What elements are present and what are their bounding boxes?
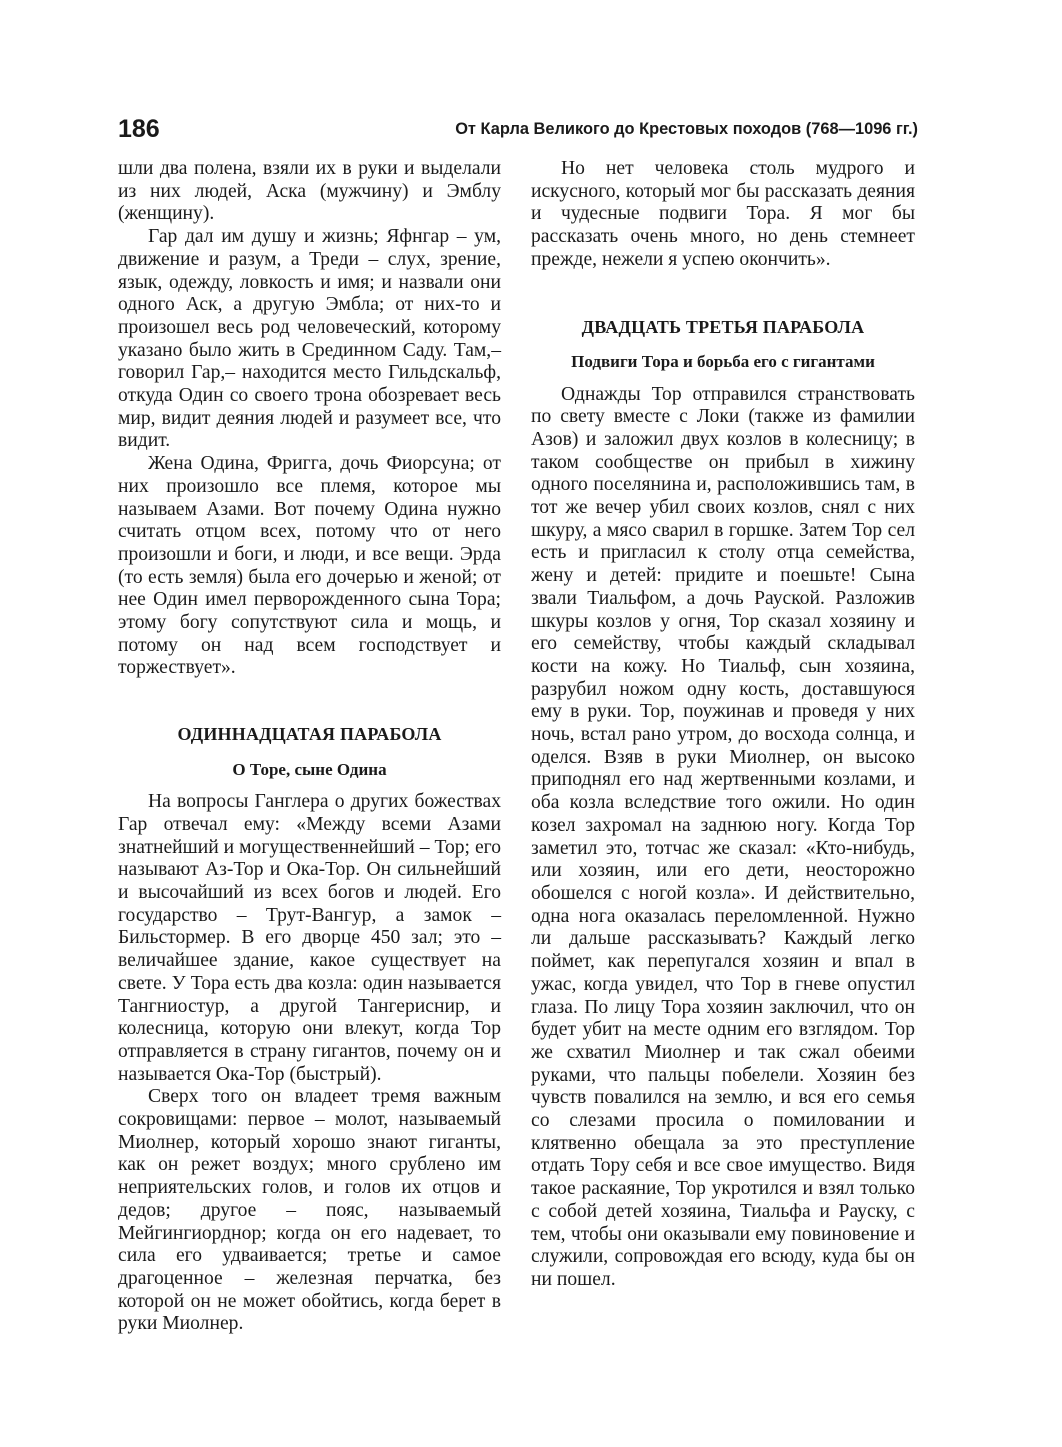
paragraph: шли два полена, взяли их в руки и выделали из них людей, Аска (мужчину) и Эмблу (женщину). (118, 158, 501, 225)
running-title: От Карла Великого до Крестовых походов (768—1096 гг.) (455, 120, 918, 138)
paragraph: Но нет человека столь мудрого и искусного, который мог бы рассказать деяния и чудесные подвиги Тора. Я мог бы рассказать очень много, но день стемнеет прежде, нежели я успею окончить». (531, 158, 915, 270)
paragraph: Жена Одина, Фригга, дочь Фиорсуна; от них произошло все племя, которое мы называем Азами. Вот почему Одина нужно считать отцом всех, потому что от него произошли и боги, и люди, и все вещи. Эрда (то есть земля) была его дочерью и женой; от нее Один имел перворожденного сына Тора; этому богу сопутствуют сила и мощь, и потому он над всем господствует и торжествует». (118, 453, 501, 679)
paragraph: Однажды Тор отправился странствовать по свету вместе с Локи (также из фамилии Азов) и заложил двух козлов в колесницу; в таком сообществе он прибыл в хижину одного поселянина и, расположившись там, в тот же вечер убил своих козлов, снял с них шкуру, а мясо сварил в горшке. Затем Тор сел есть и пригласил к столу отца семейства, жену и детей: придите и поешьте! Сына звали Тиальфом, а дочь Рауской. Разложив шкуры козлов у огня, Тор сказал хозяину и его семейству, чтобы каждый складывал кости на кожу. Но Тиальф, сын хозяина, разрубил ножом одну кость, доставшуюся ему в руки. Тор, поужинав и проведя у них ночь, встал рано утром, до восхода солнца, и оделся. Взяв в руки Миолнер, он высоко приподнял его над жертвенными козлами, и оба козла вследствие того ожили. Но один козел захромал на заднюю ногу. Когда Тор заметил это, тотчас же сказал: «Кто-нибудь, или хозяин, или его дети, неосторожно обошелся с ногой козла». И действительно, одна нога оказалась переломленной. Нужно ли дальше рассказывать? Каждый легко поймет, как перепугался хозяин и впал в ужас, когда увидел, что Тор в гневе опустил глаза. По лицу Тора хозяин заключил, что он будет убит на месте одним его взглядом. Тор же схватил Миолнер и так сжал обеими руками, что пальцы побелели. Хозяин без чувств повалился на землю, и вся его семья со слезами просила о помиловании и клятвенно обещала за это преступление отдать Тору себя и все свое имущество. Видя такое раскаяние, Тор укротился и взял только с собой детей хозяина, Тиальфа и Рауску, с тем, чтобы они оказывали ему повиновение и служили, сопровождая его всюду, куда бы он ни пошел. (531, 383, 915, 1290)
paragraph: На вопросы Ганглера о других божествах Гар отвечал ему: «Между всеми Азами знатнейший и могущественнейший – Тор; его называют Аз-Тор и Ока-Тор. Он сильнейший и высочайший из всех богов и людей. Его государство – Трут-Вангур, а замок – Бильстормер. В его дворце 450 зал; это – величайшее здание, какое существует на свете. У Тора есть два козла: один называется Тангниостур, а другой Тангериснир, и колесница, которую они влекут, когда Тор отправляется в страну гигантов, почему он и называется Ока-Тор (быстрый). (118, 791, 501, 1085)
section-subtitle: О Торе, сыне Одина (232, 760, 387, 780)
paragraph: Сверх того он владеет тремя важным сокровищами: первое – молот, называемый Миолнер, который хорошо знают гиганты, как он режет воздух; много срублено им неприятельских голов, и голов их отцов и дедов; другое – пояс, называемый Мейгингиорднор; когда он его надевает, то сила его удваивается; третье и самое драгоценное – железная перчатка, без которой он не может обойтись, когда берет в руки Миолнер. (118, 1086, 501, 1335)
page-number: 186 (118, 115, 160, 143)
left-column (118, 158, 501, 1336)
section-title: ОДИННАДЦАТАЯ ПАРАБОЛА (177, 724, 442, 745)
page-header (118, 114, 918, 146)
paragraph: Гар дал им душу и жизнь; Яфнгар – ум, движение и разум, а Треди – слух, зрение, язык, одежду, ловкость и имя; и назвали они одного Аск, а другую Эмбла; от них-то и произошел весь род человеческий, которому указано было жить в Срединном Саду. Там,– говорил Гар,– находится место Гильдскальф, откуда Один со своего трона обозревает весь мир, видит деяния людей и разумеет все, что видит. (118, 226, 501, 452)
section-title: ДВАДЦАТЬ ТРЕТЬЯ ПАРАБОЛА (581, 316, 865, 337)
right-column (531, 158, 915, 1292)
section-subtitle: Подвиги Тора и борьба его с гигантами (571, 351, 875, 371)
